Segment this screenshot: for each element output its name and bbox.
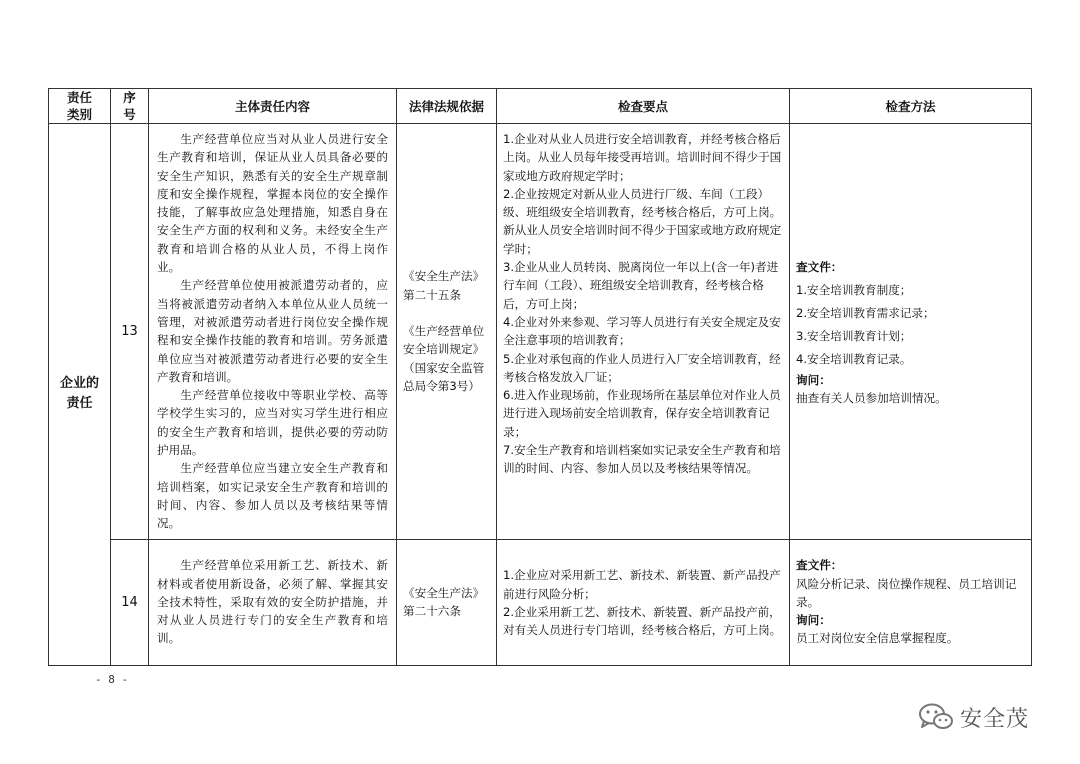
method-ask-heading: 询问： <box>796 613 831 628</box>
method-doc-heading: 查文件： <box>796 259 843 274</box>
check-point: 2.企业按规定对新从业人员进行厂级、车间（工段）级、班组级安全培训教育，经考核合格后，方可上岗。新从业人员安全培训时间不得少于国家或地方政府规定学时； <box>503 186 782 256</box>
method-doc-item: 1.安全培训教育制度； <box>796 282 912 297</box>
content-paragraph: 生产经营单位接收中等职业学校、高等学校学生实习的，应当对实习学生进行相应的安全生产教育和培训，提供必要的劳动防护用品。 <box>157 388 388 458</box>
points-cell <box>497 539 790 665</box>
method-doc-item: 2.安全培训教育需求记录； <box>796 305 935 320</box>
seq-cell <box>111 539 149 665</box>
category-label: 企业的 责任 <box>59 376 99 412</box>
method-doc-item: 风险分析记录、岗位操作规程、员工培训记录。 <box>796 576 1017 609</box>
content-cell <box>149 539 397 665</box>
header-type: 责任 类别 <box>49 89 111 124</box>
law-reference: 《安全生产法》第二十六条 <box>403 585 485 619</box>
header-points: 检查要点 <box>497 89 790 124</box>
law-cell <box>397 124 497 540</box>
watermark-text: 安全茂 <box>960 706 1030 732</box>
header-law: 法律法规依据 <box>397 89 497 124</box>
table-row <box>49 539 1032 665</box>
check-point: 5.企业对承包商的作业人员进行入厂安全培训教育，经考核合格发放入厂证； <box>503 351 781 384</box>
check-point: 2.企业采用新工艺、新技术、新装置、新产品投产前，对有关人员进行专门培训，经考核合格后，方可上岗。 <box>503 605 782 638</box>
wechat-icon <box>918 702 954 732</box>
header-seq: 序 号 <box>111 89 149 124</box>
method-ask-text: 抽查有关人员参加培训情况。 <box>796 390 947 405</box>
watermark <box>918 702 1029 732</box>
check-point: 4.企业对外来参观、学习等人员进行有关安全规定及安全注意事项的培训教育； <box>503 314 781 348</box>
responsibility-table <box>48 88 1032 666</box>
law-reference: 《安全生产法》第二十五条 <box>403 269 485 302</box>
law-cell <box>397 539 497 665</box>
content-cell <box>149 124 397 540</box>
method-ask-heading: 询问： <box>796 372 831 387</box>
check-point: 1.企业应对采用新工艺、新技术、新装置、新产品投产前进行风险分析； <box>503 568 781 601</box>
method-doc-item: 4.安全培训教育记录。 <box>796 351 912 366</box>
category-cell <box>49 124 111 666</box>
method-doc-heading: 查文件： <box>796 558 843 573</box>
method-cell <box>790 539 1032 665</box>
content-paragraph: 生产经营单位应当对从业人员进行安全生产教育和培训，保证从业人员具备必要的安全生产知识，熟悉有关的安全生产规章制度和安全操作规程，掌握本岗位的安全操作技能，了解事故应急处理措施，知悉自身在安全生产方面的权利和义务。未经安全生产教育和培训合格的从业人员，不得上岗作业。 <box>157 132 388 275</box>
seq-number: 13 <box>121 324 138 340</box>
content-paragraph: 生产经营单位使用被派遣劳动者的，应当将被派遣劳动者纳入本单位从业人员统一管理，对被派遣劳动者进行岗位安全操作规程和安全操作技能的教育和培训。劳务派遣单位应当对被派遣劳动者进行必要的安全生产教育和培训。 <box>157 278 388 384</box>
law-reference: 《生产经营单位安全培训规定》（国家安全监管总局令第3号） <box>403 323 485 393</box>
check-point: 7.安全生产教育和培训档案如实记录安全生产教育和培训的时间、内容、参加人员以及考核结果等情况。 <box>503 443 781 476</box>
seq-number: 14 <box>121 595 138 611</box>
header-method: 检查方法 <box>790 89 1032 124</box>
header-row <box>49 89 1032 124</box>
check-point: 3.企业从业人员转岗、脱离岗位一年以上(含一年)者进行车间（工段）、班组级安全培训教育，经考核合格后，方可上岗； <box>503 260 779 311</box>
method-ask-text: 员工对岗位安全信息掌握程度。 <box>796 631 959 646</box>
check-point: 1.企业对从业人员进行安全培训教育，并经考核合格后上岗。从业人员每年接受再培训。培训时间不得少于国家或地方政府规定学时； <box>503 132 782 183</box>
check-point: 6.进入作业现场前，作业现场所在基层单位对作业人员进行进入现场前安全培训教育，保存安全培训教育记录； <box>503 388 781 439</box>
content-paragraph: 生产经营单位应当建立安全生产教育和培训档案，如实记录安全生产教育和培训的时间、内容、参加人员以及考核结果等情况。 <box>157 461 388 531</box>
content-paragraph: 生产经营单位采用新工艺、新技术、新材料或者使用新设备，必须了解、掌握其安全技术特性，采取有效的安全防护措施，并对从业人员进行专门的安全生产教育和培训。 <box>157 558 388 646</box>
points-cell <box>497 124 790 540</box>
method-cell <box>790 124 1032 540</box>
page-number: - 8 - <box>95 673 129 686</box>
table-row <box>49 124 1032 540</box>
header-content: 主体责任内容 <box>149 89 397 124</box>
method-doc-item: 3.安全培训教育计划； <box>796 328 912 343</box>
seq-cell <box>111 124 149 540</box>
